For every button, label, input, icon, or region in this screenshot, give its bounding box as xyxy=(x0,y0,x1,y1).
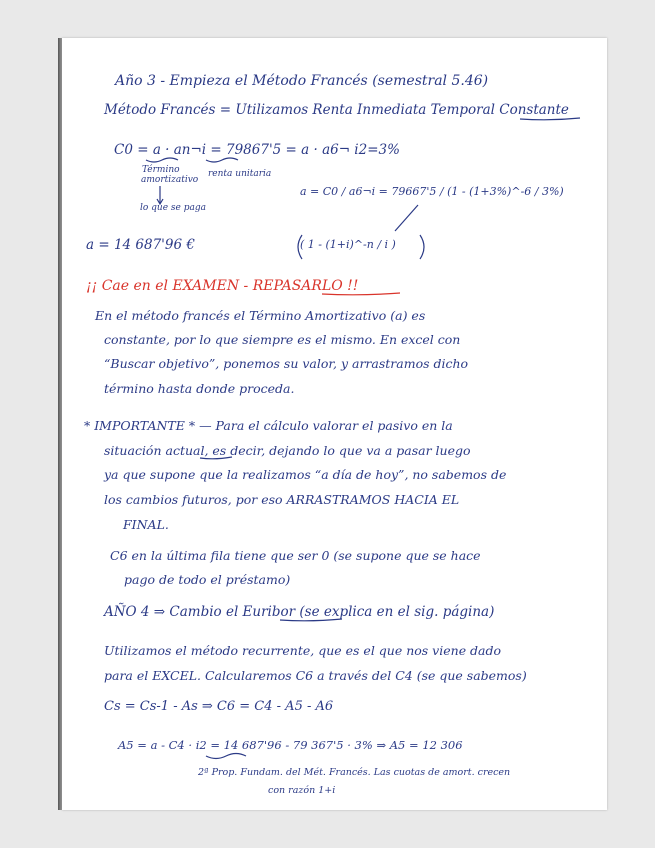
exam-warning: ¡¡ Cae en el EXAMEN - REPASARLO !! xyxy=(86,278,359,294)
para1-line2: constante, por lo que siempre es el mismo. En excel con xyxy=(104,332,461,347)
recurrence-formula: Cs = Cs-1 - As ⇒ C6 = C4 - A5 - A6 xyxy=(104,699,334,714)
note-renta-unitaria: renta unitaria xyxy=(208,169,272,179)
year4-line1: Utilizamos el método recurrente, que es el que nos viene dado xyxy=(104,643,502,658)
year4-heading: AÑO 4 ⇒ Cambio el Euribor (se explica en el sig. página) xyxy=(104,604,495,620)
a5-formula: A5 = a - C4 · i2 = 14 687'96 - 79 367'5 · 3% ⇒ A5 = 12 306 xyxy=(118,738,463,752)
important-line2: situación actual, es decir, dejando lo que va a pasar luego xyxy=(104,443,471,458)
para1-line4: término hasta donde proceda. xyxy=(104,381,295,396)
para1-line3: “Buscar objetivo”, ponemos su valor, y arrastramos dicho xyxy=(104,356,469,371)
line-annuity-factor: ( 1 - (1+i)^-n / i ) xyxy=(300,238,396,251)
line-c0-formula: C0 = a · an¬i = 79867'5 = a · a6¬ i2=3% xyxy=(114,142,400,158)
line-method-definition: Método Francés = Utilizamos Renta Inmediata Temporal Constante xyxy=(104,102,569,118)
c6-note-line1: C6 en la última fila tiene que ser 0 (se supone que se hace xyxy=(110,548,481,563)
line-a-result: a = 14 687'96 € xyxy=(86,237,195,253)
property-note-line1: 2ª Prop. Fundam. del Mét. Francés. Las cuotas de amort. crecen xyxy=(198,767,511,778)
c6-note-line2: pago de todo el préstamo) xyxy=(124,572,291,587)
line-year3-heading: Año 3 - Empieza el Método Francés (semestral 5.46) xyxy=(115,73,489,89)
line-a-formula: a = C0 / a6¬i = 79667'5 / (1 - (1+3%)^-6 / 3%) xyxy=(300,185,564,198)
important-line1: * IMPORTANTE * — Para el cálculo valorar el pasivo en la xyxy=(84,418,453,433)
note-amortizativo: amortizativo xyxy=(141,175,199,185)
note-lo-que-se-paga: lo que se paga xyxy=(140,203,206,213)
para1-line1: En el método francés el Término Amortizativo (a) es xyxy=(95,308,426,323)
important-line4: los cambios futuros, por eso ARRASTRAMOS HACIA EL xyxy=(104,492,460,507)
property-note-line2: con razón 1+i xyxy=(268,785,336,796)
important-line3: ya que supone que la realizamos “a día de hoy”, no sabemos de xyxy=(104,467,507,482)
note-termino: Término xyxy=(142,165,180,175)
important-line5: FINAL. xyxy=(123,517,169,532)
year4-line2: para el EXCEL. Calcularemos C6 a través del C4 (se que sabemos) xyxy=(104,668,527,683)
